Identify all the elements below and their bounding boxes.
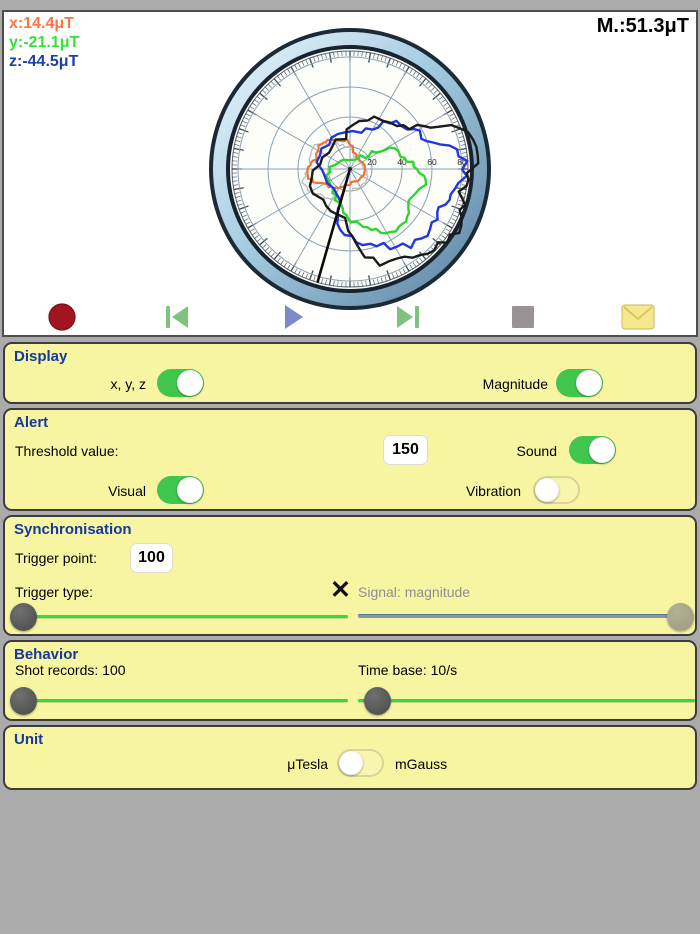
vibration-toggle-knob [535,478,559,502]
skip-forward-icon [394,303,422,331]
vibration-toggle-label: Vibration [465,483,521,499]
unit-panel-title: Unit [14,731,44,748]
xyz-toggle-knob [177,370,203,396]
alert-panel-title: Alert [14,414,49,431]
record-icon [48,303,76,331]
visual-toggle[interactable] [157,476,204,504]
utesla-label: μTesla [287,756,328,772]
synchronisation-panel-title: Synchronisation [14,521,132,538]
trigger-type-slider-track [10,615,348,618]
trigger-type-slider-thumb[interactable] [10,603,37,631]
mail-button[interactable] [620,302,656,332]
skip-back-icon [163,303,191,331]
z-readout: z:-44.5μT [9,53,79,70]
time-base-slider[interactable] [358,686,695,716]
visual-toggle-knob [177,477,203,503]
record-button[interactable] [44,302,80,332]
signal-label: Signal: magnitude [358,584,471,600]
time-base-slider-track [358,699,695,702]
display-panel-title: Display [14,348,68,365]
shot-records-label: Shot records: 100 [15,662,126,678]
time-base-label: Time base: 10/s [358,662,458,678]
trigger-type-slider[interactable] [10,602,348,632]
svg-text:80: 80 [457,157,467,167]
skip-back-button[interactable] [159,302,195,332]
shot-records-slider[interactable] [10,686,348,716]
signal-slider-track [358,615,694,618]
trigger-point-input[interactable] [130,543,173,573]
unit-toggle-knob [339,751,363,775]
synchronisation-panel [3,515,697,636]
threshold-input[interactable] [383,435,428,465]
alert-panel [3,408,697,511]
compass-dial [207,26,493,312]
time-base-slider-thumb[interactable] [364,687,391,715]
x-readout: x:14.4μT [9,15,74,32]
skip-forward-button[interactable] [390,302,426,332]
svg-text:20: 20 [367,157,377,167]
xyz-toggle[interactable] [157,369,204,397]
stop-button[interactable] [505,302,541,332]
unit-toggle[interactable] [337,749,384,777]
clear-signal-icon[interactable]: ✕ [330,576,351,604]
transport-controls [4,301,696,333]
trigger-type-label: Trigger type: [15,584,94,600]
magnitude-toggle-knob [576,370,602,396]
vibration-toggle[interactable] [533,476,580,504]
compass-svg [207,26,493,312]
svg-text:40: 40 [397,157,407,167]
sound-toggle-knob [589,437,615,463]
signal-slider[interactable] [358,602,694,632]
sound-toggle[interactable] [569,436,616,464]
axis-readouts [9,14,79,71]
sound-toggle-label: Sound [516,443,557,459]
stop-icon [509,303,537,331]
trigger-point-label: Trigger point: [15,550,97,566]
mgauss-label: mGauss [395,756,448,772]
measurement-panel [2,10,698,337]
behavior-panel [3,640,697,721]
behavior-panel-title: Behavior [14,646,79,663]
play-icon [278,303,306,331]
magnitude-toggle-label: Magnitude [482,376,548,392]
y-readout: y:-21.1μT [9,34,80,51]
shot-records-slider-thumb[interactable] [10,687,37,715]
visual-toggle-label: Visual [108,483,146,499]
play-button[interactable] [274,302,310,332]
mail-icon [621,304,655,330]
magnitude-readout: M.:51.3μT [596,15,689,37]
signal-slider-thumb[interactable] [667,603,694,631]
shot-records-slider-track [10,699,348,702]
magnitude-toggle[interactable] [556,369,603,397]
xyz-toggle-label: x, y, z [110,376,146,392]
unit-panel [3,725,697,790]
svg-text:60: 60 [427,157,437,167]
threshold-label: Threshold value: [15,443,119,459]
display-panel [3,342,697,404]
